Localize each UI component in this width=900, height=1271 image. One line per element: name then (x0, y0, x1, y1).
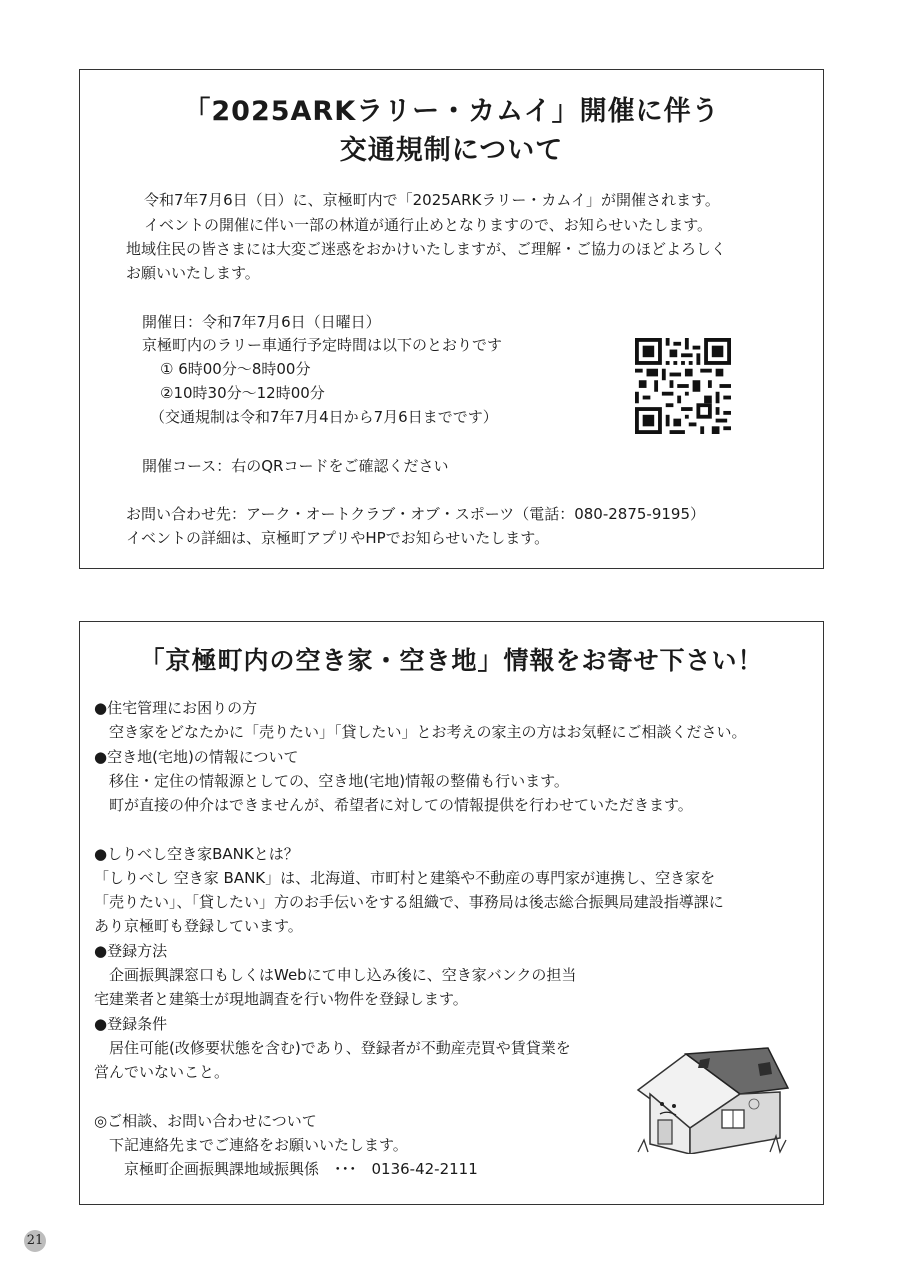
vacant-house-notice-box (79, 621, 824, 1205)
regulation-note: （交通規制は令和7年7月4日から7月6日までです） (150, 408, 498, 426)
abandoned-house-illustration (630, 1042, 790, 1154)
time-slot-2: ②10時30分～12時00分 (160, 384, 325, 402)
vacant-house-notice-title: 「京極町内の空き家・空き地」情報をお寄せ下さい！ (139, 646, 764, 675)
info-line: ●登録方法 (94, 942, 168, 960)
rally-notice-title-line1: 「2025ARKラリー・カムイ」開催に伴う (183, 96, 720, 127)
contact-line: お問い合わせ先：アーク・オートクラブ・オブ・スポーツ（電話：080-2875-9195） (126, 505, 706, 523)
details-line: イベントの詳細は、京極町アプリやHPでお知らせいたします。 (126, 529, 550, 547)
time-slot-1: ① 6時00分～8時00分 (160, 360, 311, 378)
course-line: 開催コース：右のQRコードをご確認ください (142, 457, 449, 475)
intro-line: 令和7年7月6日（日）に、京極町内で「2025ARKラリー・カムイ」が開催されます。 (144, 191, 720, 209)
info-line: 町が直接の仲介はできませんが、希望者に対しての情報提供を行わせていただきます。 (94, 796, 693, 814)
page-number: 21 (24, 1230, 46, 1252)
intro-line: イベントの開催に伴い一部の林道が通行止めとなりますので、お知らせいたします。 (144, 216, 713, 234)
info-line: ◎ご相談、お問い合わせについて (94, 1112, 317, 1130)
intro-line: お願いいたします。 (126, 264, 260, 282)
rally-notice-title-line2: 交通規制について (339, 135, 564, 166)
info-line: あり京極町も登録しています。 (94, 917, 303, 935)
info-line: 居住可能(改修要状態を含む)であり、登録者が不動産売買や賃貸業を (94, 1039, 571, 1057)
info-line: ●登録条件 (94, 1015, 168, 1033)
event-date: 開催日：令和7年7月6日（日曜日） (142, 313, 381, 331)
intro-line: 地域住民の皆さまには大変ご迷惑をおかけいたしますが、ご理解・ご協力のほどよろしく (126, 240, 727, 258)
info-line: ●しりべし空き家BANKとは？ (94, 845, 299, 863)
info-line: 下記連絡先までご連絡をお願いいたします。 (94, 1136, 408, 1154)
info-line: 営んでいないこと。 (94, 1063, 230, 1081)
info-line: 移住・定住の情報源としての、空き地(宅地)情報の整備も行います。 (94, 772, 569, 790)
info-line: 宅建業者と建築士が現地調査を行い物件を登録します。 (94, 990, 468, 1008)
info-line: 空き家をどなたかに「売りたい」「貸したい」とお考えの家主の方はお気軽にご相談ください。 (94, 723, 747, 741)
qr-code-icon[interactable] (635, 338, 731, 434)
info-line: 「売りたい」、「貸したい」方のお手伝いをする組織で、事務局は後志総合振興局建設指導課に (94, 893, 724, 911)
info-line: 企画振興課窓口もしくはWebにて申し込み後に、空き家バンクの担当 (94, 966, 577, 984)
contact-phone-line: 京極町企画振興課地域振興係 ･･･ 0136-42-2111 (94, 1160, 478, 1178)
schedule-intro: 京極町内のラリー車通行予定時間は以下のとおりです (142, 336, 503, 354)
info-line: 「しりべし 空き家 BANK」は、北海道、市町村と建築や不動産の専門家が連携し、空き家を (94, 869, 716, 887)
info-line: ●住宅管理にお困りの方 (94, 699, 258, 717)
info-line: ●空き地(宅地)の情報について (94, 748, 299, 766)
rally-notice-box (79, 69, 824, 569)
